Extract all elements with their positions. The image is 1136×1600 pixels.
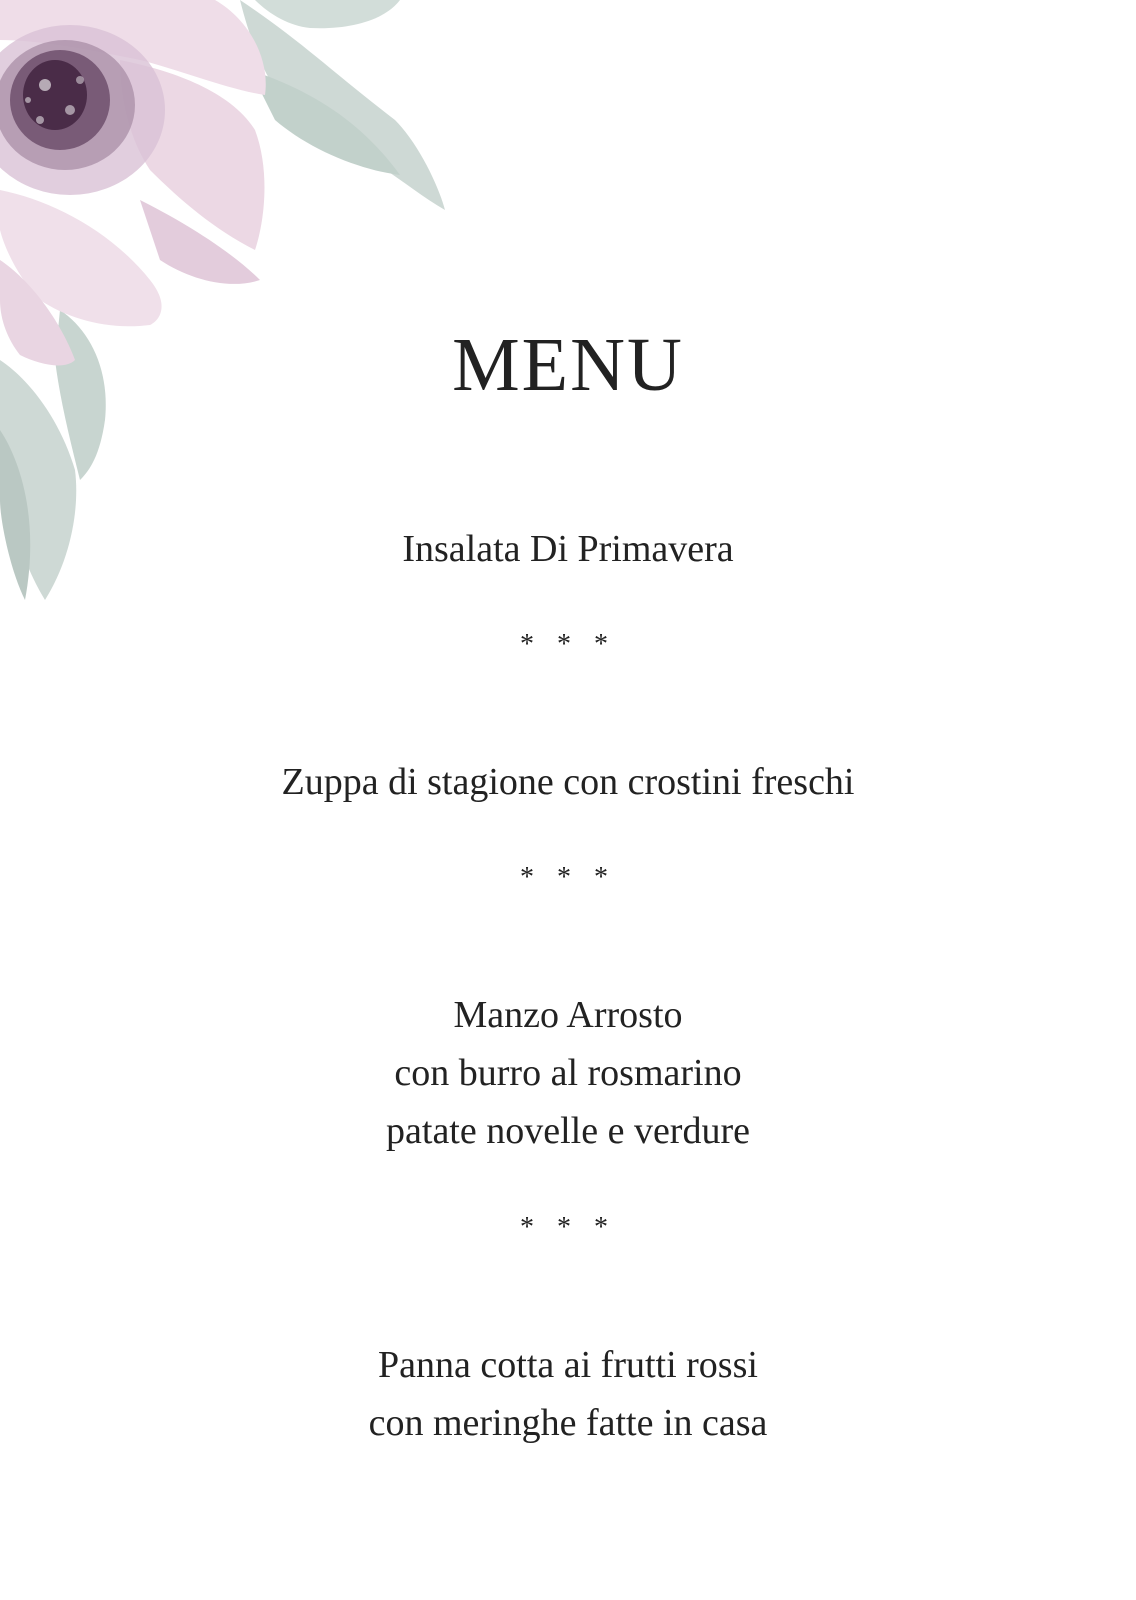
leaves [0,0,445,600]
petals [0,0,266,365]
course-main [0,986,1136,1160]
course-line: Panna cotta ai frutti rossi [378,1344,758,1386]
separator: * * * [520,862,616,893]
course-starter [0,520,1136,578]
separator: * * * [520,1212,616,1243]
course-line: Manzo Arrosto [453,994,683,1036]
menu-title: MENU [452,323,684,407]
course-dessert [0,1336,1136,1452]
course-line: Insalata Di Primavera [402,528,734,570]
flower-center [0,25,165,195]
course-line: con meringhe fatte in casa [368,1402,768,1444]
course-line: Zuppa di stagione con crostini freschi [281,761,855,803]
course-line: con burro al rosmarino [394,1052,742,1094]
separator: * * * [520,629,616,660]
course-soup [0,753,1136,811]
course-line: patate novelle e verdure [386,1110,750,1152]
